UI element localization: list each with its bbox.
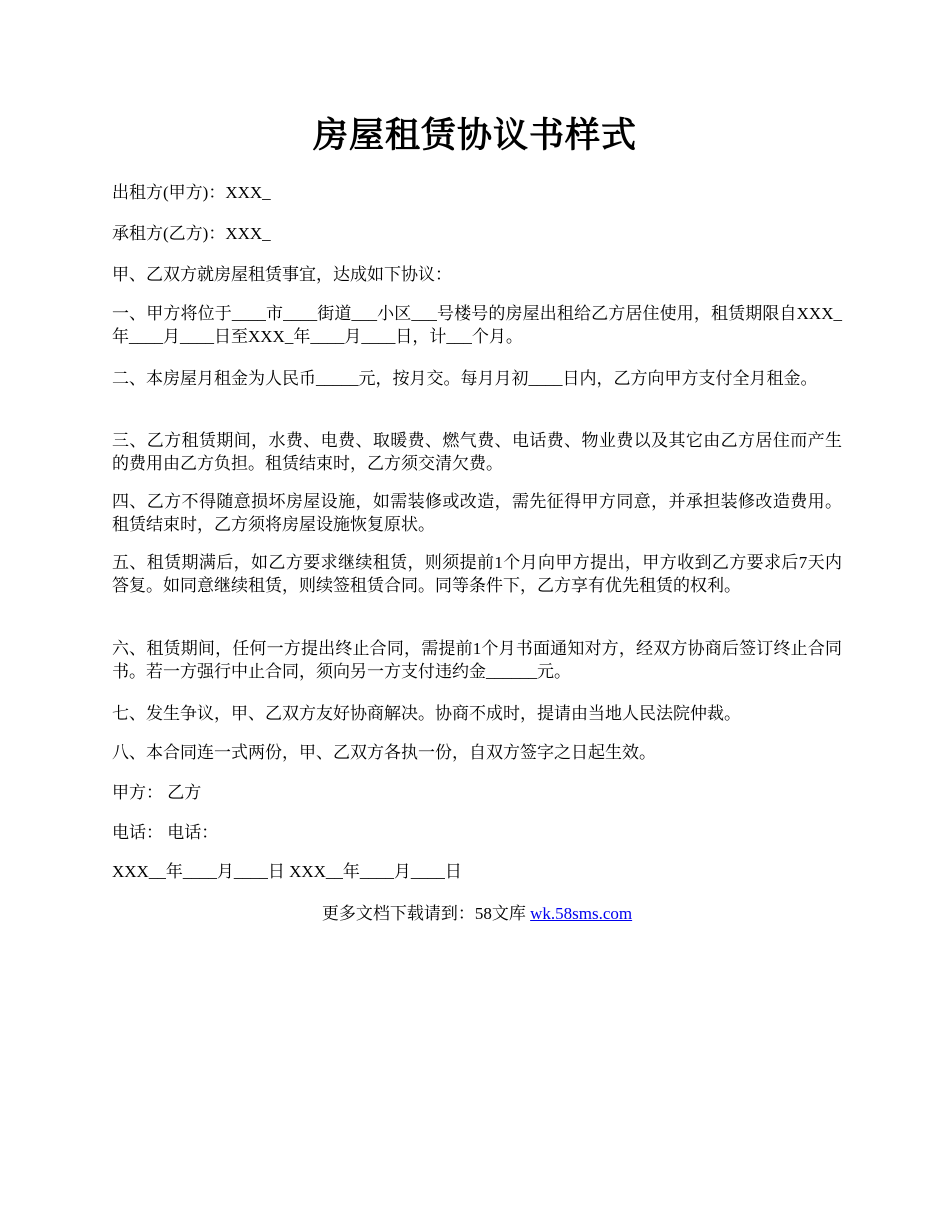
paragraph-preamble: 甲、乙双方就房屋租赁事宜，达成如下协议： [112, 265, 452, 284]
paragraph-clause-5: 五、租赁期满后，如乙方要求继续租赁，则须提前1个月向甲方提出，甲方收到乙方要求后7天内答复。如同意继续租赁，则续签租赁合同。同等条件下，乙方享有优先租赁的权利。 [112, 553, 842, 595]
signature-parties: 甲方： 乙方 [112, 783, 202, 802]
footer-link[interactable]: wk.58sms.com [530, 904, 633, 923]
paragraph-lessor: 出租方(甲方)：XXX_ [112, 183, 271, 202]
paragraph-clause-1: 一、甲方将位于____市____街道___小区___号楼号的房屋出租给乙方居住使用，租赁期限自XXX_年____月____日至XXX_年____月____日，计___个月。 [112, 304, 842, 346]
paragraph-clause-8: 八、本合同连一式两份，甲、乙双方各执一份，自双方签字之日起生效。 [112, 743, 656, 762]
footer [112, 902, 842, 925]
paragraph-lessee: 承租方(乙方)：XXX_ [112, 224, 271, 243]
document-title: 房屋租赁协议书样式 [312, 116, 637, 155]
paragraph-clause-2: 二、本房屋月租金为人民币_____元，按月交。每月月初____日内，乙方向甲方支付全月租金。 [112, 369, 818, 388]
paragraph-clause-6: 六、租赁期间，任何一方提出终止合同，需提前1个月书面通知对方，经双方协商后签订终止合同书。若一方强行中止合同，须向另一方支付违约金______元。 [112, 639, 842, 681]
paragraph-clause-4: 四、乙方不得随意损坏房屋设施，如需装修或改造，需先征得甲方同意，并承担装修改造费用。租赁结束时，乙方须将房屋设施恢复原状。 [112, 492, 842, 534]
paragraph-clause-7: 七、发生争议，甲、乙双方友好协商解决。协商不成时，提请由当地人民法院仲裁。 [112, 704, 741, 723]
signature-phones: 电话： 电话： [112, 823, 219, 842]
signature-dates: XXX__年____月____日 XXX__年____月____日 [112, 862, 462, 881]
footer-text: 更多文档下载请到：58文库 [321, 904, 531, 923]
paragraph-clause-3: 三、乙方租赁期间，水费、电费、取暖费、燃气费、电话费、物业费以及其它由乙方居住而产生的费用由乙方负担。租赁结束时，乙方须交清欠费。 [112, 431, 842, 473]
